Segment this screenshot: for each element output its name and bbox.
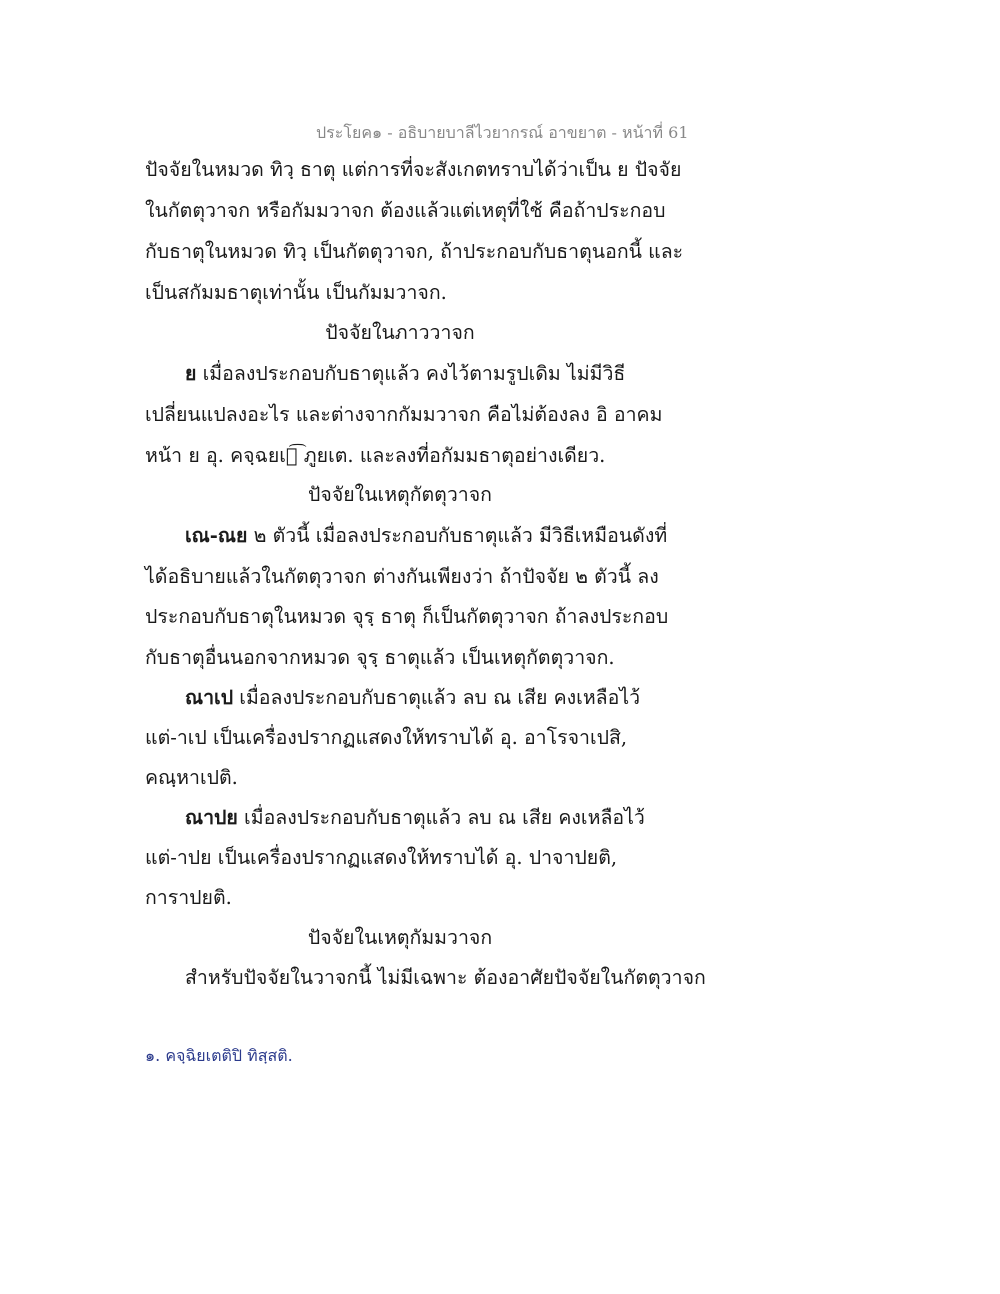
body-line — [185, 808, 645, 828]
body-line — [185, 688, 640, 708]
body-text: เมื่อลงประกอบกับธาตุแล้ว ลบ ณ เสีย คงเหลือไว้ — [233, 686, 641, 709]
body-line — [185, 526, 667, 546]
body-line: การาปยติ. — [145, 886, 232, 909]
section-heading: ปัจจัยในเหตุกัมมวาจก — [307, 926, 493, 949]
term-bold: เณ-ณย — [185, 524, 248, 547]
footnote: ๑. คจฺฉิยเตติปิ ทิสฺสติ. — [145, 1046, 293, 1065]
body-line: สำหรับปัจจัยในวาจกนี้ ไม่มีเฉพาะ ต้องอาศัยปัจจัยในกัตตุวาจก — [185, 966, 706, 989]
body-line: เป็นสกัมมธาตุเท่านั้น เป็นกัมมวาจก. — [145, 281, 447, 304]
body-line: แต่-าเป เป็นเครื่องปรากฏแสดงให้ทราบได้ อุ. อาโรจาเปสิ, — [145, 726, 628, 749]
term-bold: ณาเป — [185, 686, 234, 709]
body-text: ๒ ตัวนี้ เมื่อลงประกอบกับธาตุแล้ว มีวิธีเหมือนดังที่ — [247, 524, 668, 547]
body-line: ประกอบกับธาตุในหมวด จุรฺ ธาตุ ก็เป็นกัตตุวาจก ถ้าลงประกอบ — [145, 605, 669, 628]
body-line: กับธาตุในหมวด ทิวฺ เป็นกัตตุวาจก, ถ้าประกอบกับธาตุนอกนี้ และ — [145, 240, 684, 263]
body-line: เปลี่ยนแปลงอะไร และต่างจากกัมมวาจก คือไม่ต้องลง อิ อาคม — [145, 403, 663, 426]
body-line: ปัจจัยในหมวด ทิวฺ ธาตุ แต่การที่จะสังเกตทราบได้ว่าเป็น ย ปัจจัย — [145, 158, 682, 181]
body-line — [185, 364, 625, 384]
body-line: หน้า ย อุ. คจฺฉยเต͡ ภูยเต. และลงที่อกัมมธาตุอย่างเดียว. — [145, 444, 606, 467]
section-heading: ปัจจัยในภาววาจก — [325, 321, 475, 344]
body-line: กับธาตุอื่นนอกจากหมวด จุรฺ ธาตุแล้ว เป็นเหตุกัตตุวาจก. — [145, 646, 615, 669]
section-heading: ปัจจัยในเหตุกัตตุวาจก — [308, 483, 492, 506]
term-bold: ย — [185, 362, 197, 385]
running-header: ประโยค๑ - อธิบายบาลีไวยากรณ์ อาขยาต - หน้าที่ 61 — [316, 123, 689, 142]
body-line: ในกัตตุวาจก หรือกัมมวาจก ต้องแล้วแต่เหตุที่ใช้ คือถ้าประกอบ — [145, 199, 666, 222]
body-line: คณฺหาเปติ. — [145, 766, 238, 789]
body-line: ได้อธิบายแล้วในกัตตุวาจก ต่างกันเพียงว่า ถ้าปัจจัย ๒ ตัวนี้ ลง — [145, 565, 659, 588]
body-text: เมื่อลงประกอบกับธาตุแล้ว ลบ ณ เสีย คงเหลือไว้ — [237, 806, 645, 829]
term-bold: ณาปย — [185, 806, 238, 829]
body-line: แต่-าปย เป็นเครื่องปรากฏแสดงให้ทราบได้ อุ. ปาจาปยติ, — [145, 846, 618, 869]
body-text: เมื่อลงประกอบกับธาตุแล้ว คงไว้ตามรูปเดิม ไม่มีวิธี — [196, 362, 626, 385]
